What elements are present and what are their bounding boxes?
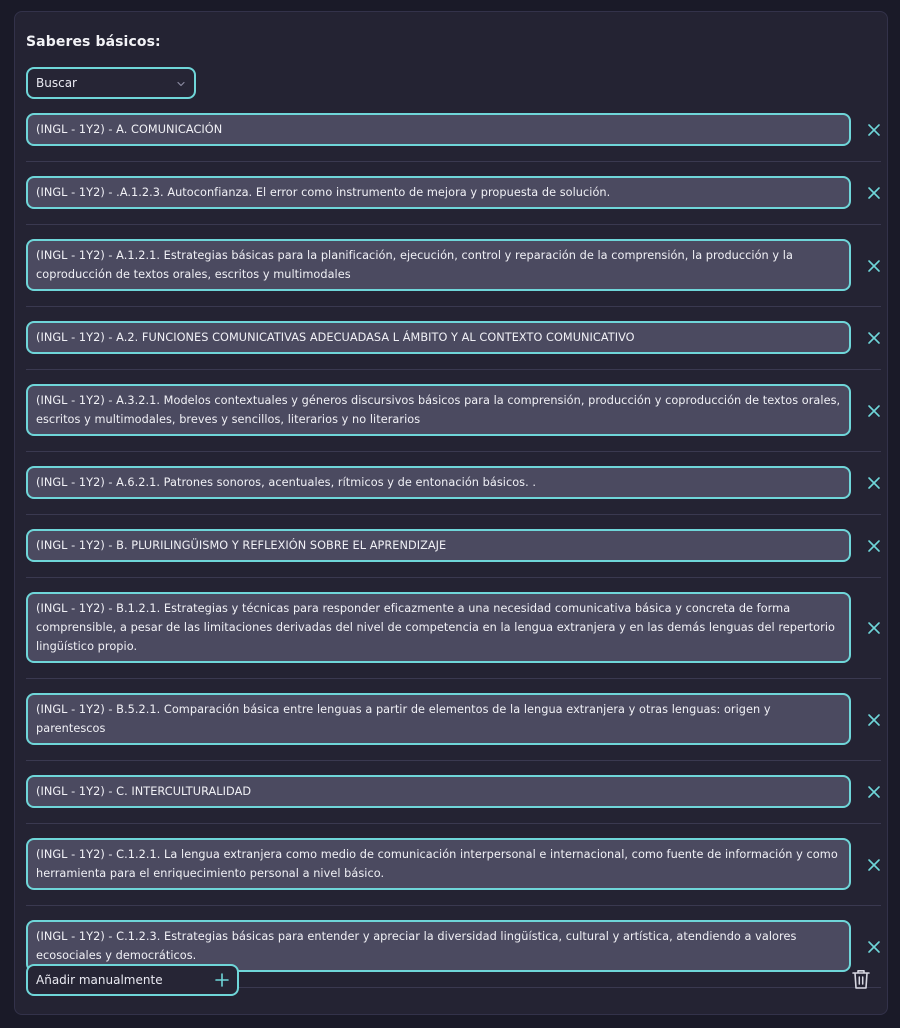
close-icon[interactable] <box>867 785 881 799</box>
close-icon[interactable] <box>867 186 881 200</box>
close-icon[interactable] <box>867 476 881 490</box>
add-manually-label: Añadir manualmente <box>36 973 163 987</box>
saber-chip: (INGL - 1Y2) - C.1.2.3. Estrategias básicas para entender y apreciar la diversidad lingüística, cultural y artística, atendiendo a valores ecosociales y democráticos. <box>26 920 851 972</box>
saber-row <box>26 693 881 761</box>
saber-chip: (INGL - 1Y2) - B.5.2.1. Comparación básica entre lenguas a partir de elementos de la lengua extranjera y otras lenguas: origen y parentescos <box>26 693 851 745</box>
saberes-list <box>26 113 881 1002</box>
saber-row <box>26 592 881 679</box>
saber-row <box>26 775 881 824</box>
panel-title: Saberes básicos: <box>26 34 161 50</box>
saber-chip: (INGL - 1Y2) - B.1.2.1. Estrategias y técnicas para responder eficazmente a una necesidad comunicativa básica y concreta de forma comprensible, a pesar de las limitaciones derivadas del nivel de competencia en la lengua extranjera y en las demás lenguas del repertorio lingüístico propio. <box>26 592 851 663</box>
trash-icon[interactable] <box>851 968 871 990</box>
close-icon[interactable] <box>867 259 881 273</box>
saberes-panel <box>14 11 888 1015</box>
saber-row <box>26 529 881 578</box>
saber-row <box>26 176 881 225</box>
saber-chip: (INGL - 1Y2) - A.1.2.1. Estrategias básicas para la planificación, ejecución, control y reparación de la comprensión, la producción y la coproducción de textos orales, escritos y multimodales <box>26 239 851 291</box>
saber-row <box>26 384 881 452</box>
saber-chip: (INGL - 1Y2) - A.2. FUNCIONES COMUNICATIVAS ADECUADASA L ÁMBITO Y AL CONTEXTO COMUNICATIVO <box>26 321 851 354</box>
chevron-down-icon <box>176 79 186 89</box>
close-icon[interactable] <box>867 123 881 137</box>
saber-chip: (INGL - 1Y2) - B. PLURILINGÜISMO Y REFLEXIÓN SOBRE EL APRENDIZAJE <box>26 529 851 562</box>
search-select[interactable] <box>26 67 196 99</box>
plus-icon <box>215 973 229 987</box>
saber-chip: (INGL - 1Y2) - A. COMUNICACIÓN <box>26 113 851 146</box>
saber-row <box>26 321 881 370</box>
saber-chip: (INGL - 1Y2) - C. INTERCULTURALIDAD <box>26 775 851 808</box>
saber-chip: (INGL - 1Y2) - C.1.2.1. La lengua extranjera como medio de comunicación interpersonal e internacional, como fuente de información y como herramienta para el enriquecimiento personal a nivel básico. <box>26 838 851 890</box>
add-manually-button[interactable] <box>26 964 239 996</box>
saber-row <box>26 239 881 307</box>
close-icon[interactable] <box>867 858 881 872</box>
close-icon[interactable] <box>867 331 881 345</box>
saber-row <box>26 838 881 906</box>
close-icon[interactable] <box>867 621 881 635</box>
close-icon[interactable] <box>867 713 881 727</box>
footer-bar <box>26 964 881 996</box>
saber-chip: (INGL - 1Y2) - A.3.2.1. Modelos contextuales y géneros discursivos básicos para la comprensión, producción y coproducción de textos orales, escritos y multimodales, breves y sencillos, literarios y no literarios <box>26 384 851 436</box>
saber-chip: (INGL - 1Y2) - A.6.2.1. Patrones sonoros, acentuales, rítmicos y de entonación básicos. . <box>26 466 851 499</box>
close-icon[interactable] <box>867 539 881 553</box>
saber-chip: (INGL - 1Y2) - .A.1.2.3. Autoconfianza. El error como instrumento de mejora y propuesta de solución. <box>26 176 851 209</box>
close-icon[interactable] <box>867 940 881 954</box>
saber-row <box>26 466 881 515</box>
close-icon[interactable] <box>867 404 881 418</box>
saber-row <box>26 113 881 162</box>
search-label: Buscar <box>36 76 77 90</box>
